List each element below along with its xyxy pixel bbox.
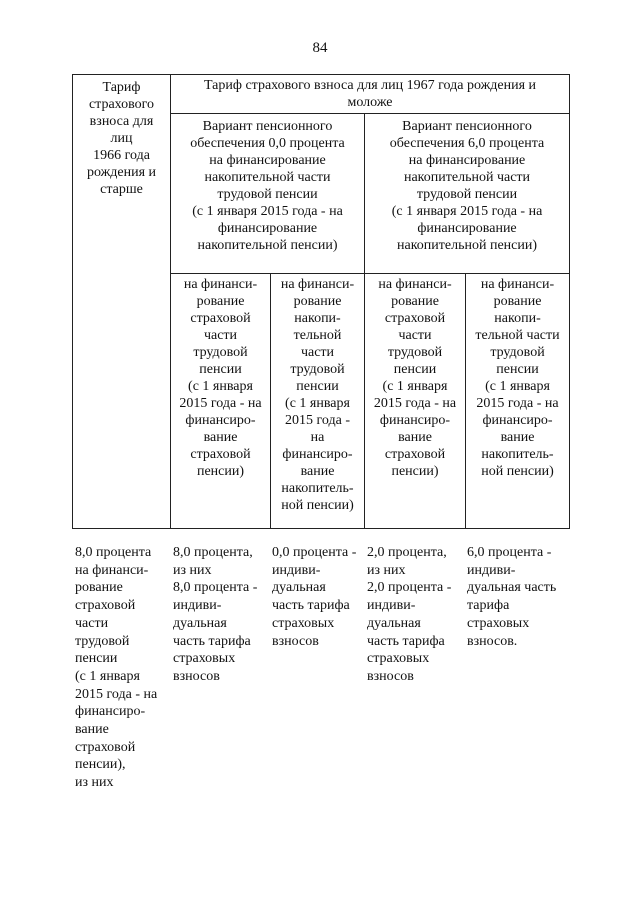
data-cell-col5 (467, 544, 556, 650)
text-line: трудовой (290, 362, 345, 377)
header-subcell-funded-b (466, 274, 570, 529)
text-line: пенсии (296, 379, 339, 394)
text-line: моложе (347, 95, 393, 110)
text-line: 1966 года (93, 148, 150, 163)
text-line: страховых (467, 615, 530, 631)
text-line: дуальная часть (467, 580, 557, 596)
text-line: страховых (173, 651, 236, 667)
text-line: рование (493, 294, 542, 309)
text-line: Тариф (102, 80, 141, 95)
text-line: пенсии (199, 362, 242, 377)
text-line: финансиро- (185, 413, 256, 428)
text-line: страховых (272, 615, 335, 631)
text-line: тельной части (475, 328, 560, 343)
text-line: 2,0 процента - (367, 580, 452, 596)
text-line: пенсии), (75, 757, 126, 773)
text-line: финансиро- (379, 413, 451, 428)
text-line: взноса для (89, 114, 154, 129)
text-line: на финанси- (480, 277, 555, 292)
text-line: на финанси- (378, 277, 452, 292)
text-line: пенсии (496, 362, 539, 377)
text-line: взносов (173, 668, 220, 684)
text-line: часть тарифа (272, 598, 350, 614)
text-line: лиц (110, 131, 133, 146)
text-line: трудовой пенсии (416, 187, 518, 202)
text-line: тельной (293, 328, 342, 343)
text-line: страховой (190, 311, 251, 326)
text-line: финансиро- (75, 704, 146, 720)
text-line: взносов. (467, 633, 518, 649)
text-line: 6,0 процента - (467, 545, 552, 560)
header-subcell-insurance-b (365, 274, 466, 529)
text-line: рование (196, 294, 245, 309)
data-cell-col1 (75, 544, 157, 792)
text-line: обеспечения 6,0 процента (389, 136, 545, 151)
text-line: вание (500, 430, 535, 445)
text-line: Тариф страхового взноса для лиц 1967 года рождения и (203, 78, 537, 93)
text-line: рование (293, 294, 342, 309)
text-line: вание (398, 430, 432, 445)
text-line: страхового (88, 97, 155, 112)
tariff-header-table (72, 74, 570, 529)
text-line: на (310, 430, 325, 445)
text-line: часть тарифа (173, 633, 251, 649)
text-line: страховой (384, 311, 446, 326)
text-line: взносов (367, 668, 414, 684)
text-line: 8,0 процента - (173, 580, 258, 596)
text-line: страховых (367, 651, 430, 667)
header-cell-1967-and-younger (171, 75, 570, 114)
text-line: дуальная (272, 580, 326, 596)
text-line: финансиро- (482, 413, 553, 428)
text-line: вание (300, 464, 335, 479)
text-line: дуальная (367, 615, 421, 631)
text-line: части (300, 345, 335, 360)
header-subcell-insurance-a (171, 274, 271, 529)
text-line: 2015 года - на (179, 396, 262, 411)
header-subcell-funded-a (271, 274, 365, 529)
text-line: (с 1 января (485, 379, 550, 394)
text-line: рование (391, 294, 439, 309)
text-line: 8,0 процента, (173, 545, 253, 560)
text-line: (с 1 января (188, 379, 253, 394)
header-cell-1966-and-older (73, 75, 171, 529)
text-line: пенсии (393, 362, 437, 377)
text-line: (с 1 января 2015 года - на (391, 204, 543, 219)
text-line: на финанси- (183, 277, 258, 292)
text-line: накопи- (494, 311, 541, 326)
text-line: 2,0 процента, (367, 545, 447, 560)
text-line: взносов (272, 633, 319, 649)
text-line: Вариант пенсионного (402, 119, 532, 134)
tariff-data-row (72, 544, 569, 804)
text-line: вание (75, 722, 109, 738)
text-line: вание (203, 430, 238, 445)
text-line: страховой (75, 739, 136, 755)
text-line: (с 1 января (382, 379, 448, 394)
text-line: индиви- (467, 562, 516, 578)
text-line: (с 1 января (75, 668, 140, 684)
text-line: накопительной части (403, 170, 531, 185)
text-line: пенсии (75, 651, 118, 667)
data-cell-col4 (367, 544, 451, 686)
text-line: (с 1 января 2015 года - на (192, 204, 343, 219)
text-line: дуальная (173, 615, 227, 631)
text-line: на финанси- (280, 277, 355, 292)
text-line: страховой (190, 447, 251, 462)
text-line: (с 1 января (285, 396, 350, 411)
text-line: на финансирование (209, 153, 326, 168)
text-line: индиви- (272, 562, 321, 578)
text-line: финансиро- (282, 447, 353, 462)
text-line: накопитель- (281, 481, 354, 496)
text-line: накопительной пенсии) (396, 238, 538, 253)
text-line: рождения и (86, 165, 157, 180)
data-cell-col3 (272, 544, 356, 650)
text-line: индиви- (367, 598, 416, 614)
text-line: 2015 года - на (373, 396, 457, 411)
text-line: 8,0 процента (75, 545, 152, 560)
text-line: рование (75, 580, 123, 596)
text-line: финансирование (217, 221, 318, 236)
text-line: ной пенсии) (281, 498, 354, 513)
page-number: 84 (312, 40, 328, 56)
text-line: обеспечения 0,0 процента (190, 136, 345, 151)
text-line: ной пенсии) (481, 464, 554, 479)
text-line: трудовой (387, 345, 443, 360)
text-line: пенсии) (196, 464, 245, 479)
text-line: старше (100, 182, 143, 197)
text-line: части (203, 328, 238, 343)
text-line: накопительной части (204, 170, 331, 185)
text-line: трудовой (193, 345, 248, 360)
text-line: 2015 года - (285, 413, 350, 428)
header-cell-variant-0-percent (171, 114, 365, 274)
text-line: 0,0 процента - (272, 545, 357, 560)
text-line: из них (367, 562, 406, 578)
text-line: накопитель- (481, 447, 554, 462)
text-line: индиви- (173, 598, 222, 614)
text-line: 2015 года - на (476, 396, 559, 411)
header-cell-variant-6-percent (365, 114, 570, 274)
text-line: части (398, 328, 432, 343)
text-line: часть тарифа (367, 633, 445, 649)
text-line: трудовой пенсии (217, 187, 318, 202)
text-line: тарифа (467, 598, 510, 614)
text-line: из них (75, 775, 114, 791)
text-line: на финансирование (408, 153, 526, 168)
text-line: накопительной пенсии) (197, 238, 338, 253)
text-line: трудовой (490, 345, 545, 360)
text-line: страховой (75, 598, 136, 614)
data-cell-col2 (173, 544, 257, 686)
text-line: пенсии) (391, 464, 439, 479)
text-line: Вариант пенсионного (202, 119, 333, 134)
text-line: финансирование (417, 221, 517, 236)
text-line: из них (173, 562, 212, 578)
text-line: трудовой (75, 633, 130, 649)
text-line: накопи- (294, 311, 341, 326)
text-line: 2015 года - на (75, 686, 158, 702)
text-line: страховой (384, 447, 446, 462)
text-line: части (75, 615, 109, 631)
text-line: на финанси- (75, 562, 149, 578)
